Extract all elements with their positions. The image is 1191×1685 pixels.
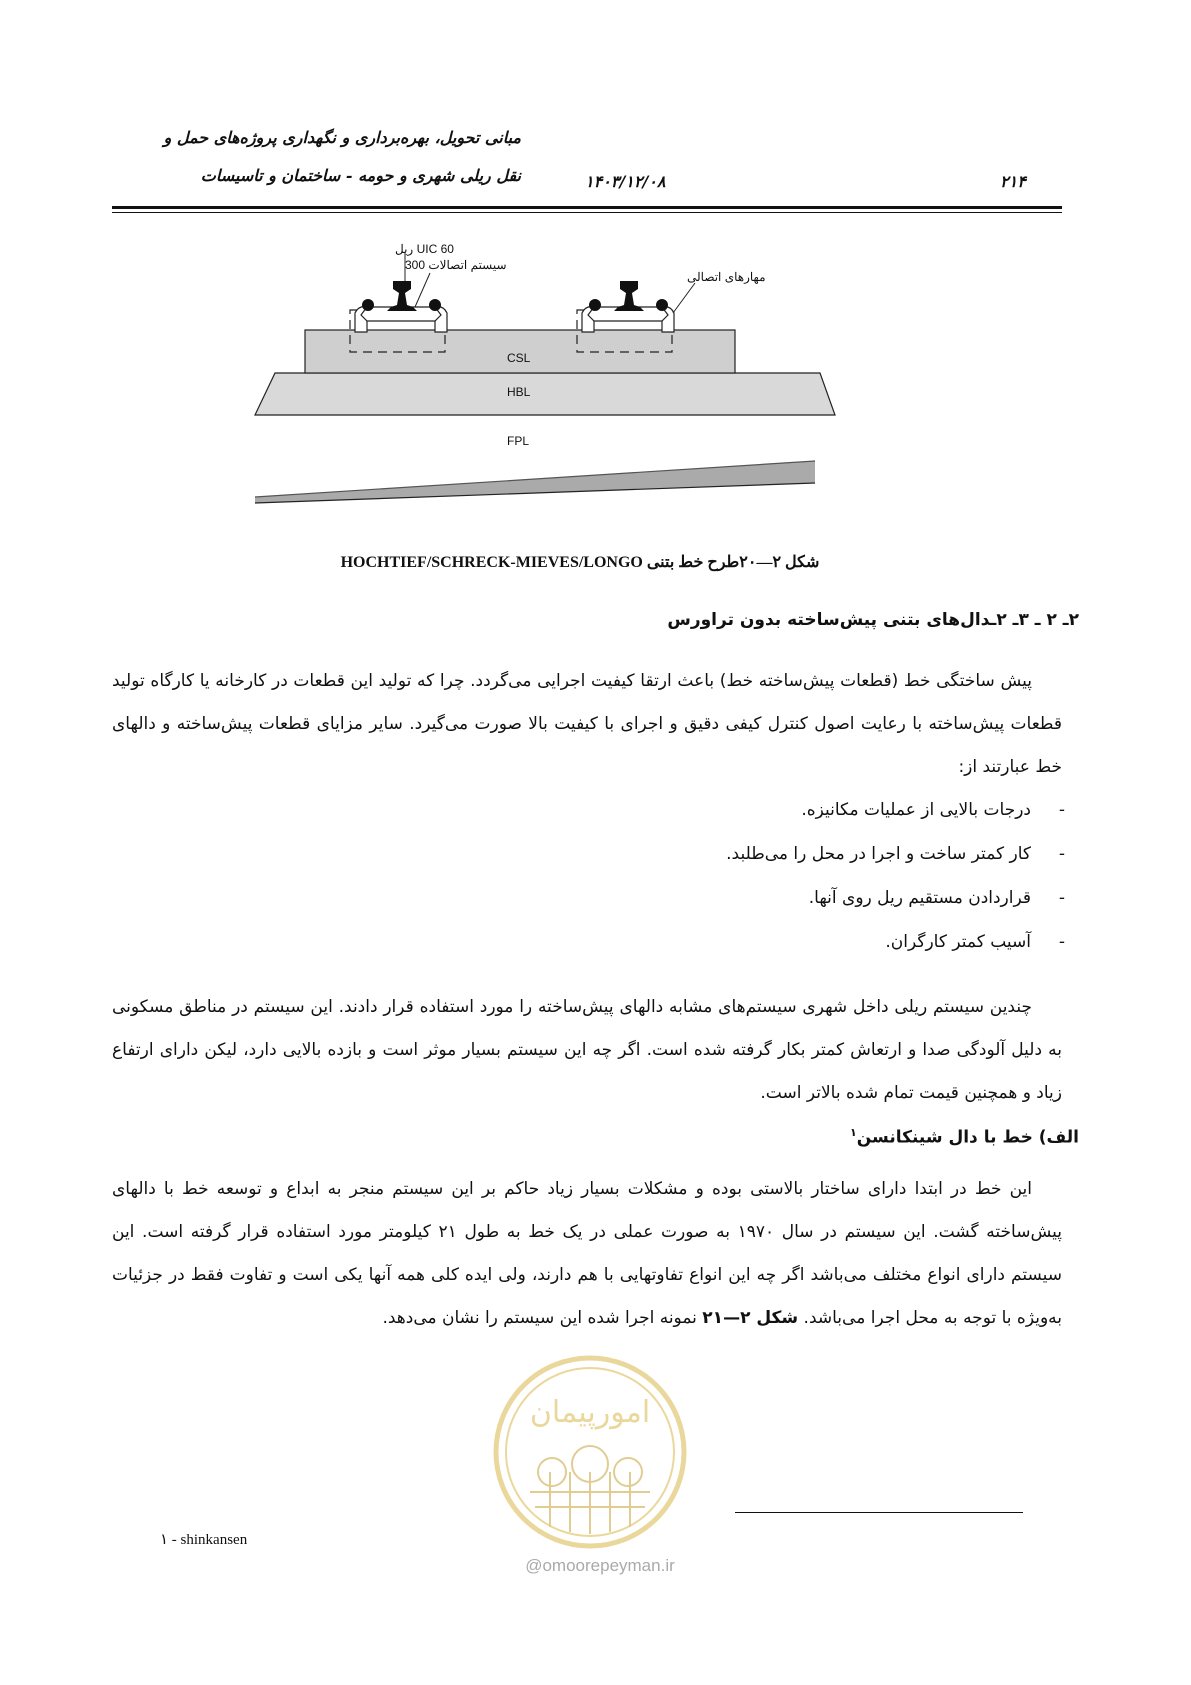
- header-rule-thick: [112, 206, 1062, 209]
- footnote-rule: [735, 1512, 1023, 1513]
- hbl-layer: [255, 373, 835, 415]
- watermark-url: @omoorepeyman.ir: [525, 1556, 675, 1575]
- list-item: - آسیب کمتر کارگران.: [885, 932, 1065, 952]
- subheading-shinkansen: الف) خط با دال شینکانسن$^۱$: [850, 1126, 1079, 1148]
- header-date: ۱۴۰۳/۱۲/۰۸: [585, 172, 666, 191]
- list-item: - درجات بالایی از عملیات مکانیزه.: [801, 800, 1065, 820]
- label-rail: ریل UIC 60: [395, 242, 454, 256]
- section-heading: ۲ـ ۲ ـ ۳ـ ۲ـدال‌های بتنی پیش‌ساخته بدون تراورس: [667, 610, 1079, 630]
- slab-track-figure: [255, 242, 885, 550]
- page-number: ۲۱۴: [1000, 172, 1026, 191]
- list-item: - قراردادن مستقیم ریل روی آنها.: [808, 888, 1065, 908]
- label-fastening: سیستم اتصالات 300: [405, 258, 507, 272]
- footnote: ۱ - shinkansen: [160, 1532, 248, 1548]
- fpl-slope: [255, 461, 815, 503]
- header-title-line2: نقل ریلی شهری و حومه - ساختمان و تاسیسات: [200, 166, 521, 185]
- header-rule-thin: [112, 212, 1062, 213]
- paragraph-1: پیش ساختگی خط (قطعات پیش‌ساخته خط) باعث ارتقا کیفیت اجرایی می‌گردد. چرا که تولید این قطعات در کارخانه یا کارگاه تولید قطعات پیش‌ساخته با رعایت اصول کنترل کیفی دقیق و اجرای با کیفیت بالا صورت می‌گیرد. سایر مزایای قطعات پیش‌ساخته و دالهای خط عبارتند از:: [112, 671, 1062, 777]
- paragraph-3: این خط در ابتدا دارای ساختار بالاستی بوده و مشکلات بسیار زیاد حاکم بر این سیستم منجر به ابداع و توسعه خط با دالهای پیش‌ساخته گشت. این سیستم در سال ۱۹۷۰ به صورت عملی در یک خط به طول ۲۱ کیلومتر مورد استفاده قرار گرفته است. این سیستم دارای انواع مختلف می‌باشد اگر چه این انواع تفاوتهایی با هم دارند، ولی ایده کلی همه آنها یکی است و تفاوت فقط در جزئیات به‌ویژه با توجه به محل اجرا می‌باشد. شکل ۲—۲۱ نمونه اجرا شده این سیستم را نشان می‌دهد.: [112, 1179, 1062, 1328]
- label-fpl: FPL: [507, 434, 530, 448]
- label-csl: CSL: [507, 351, 531, 365]
- header-title-line1: مبانی تحویل، بهره‌برداری و نگهداری پروژه‌های حمل و: [163, 128, 521, 147]
- paragraph-2: چندین سیستم ریلی داخل شهری سیستم‌های مشابه دالهای پیش‌ساخته را مورد استفاده قرار دادند. این سیستم در مناطق مسکونی به دلیل آلودگی صدا و ارتعاش کمتر بکار گرفته شده است. اگر چه این سیستم بسیار موثر است و بازده بالایی دارد، لیکن دارای ارتفاع زیاد و همچنین قیمت تمام شده بالاتر است.: [112, 997, 1062, 1103]
- footnote-marker: ۱: [850, 1126, 857, 1139]
- list-item: - کار کمتر ساخت و اجرا در محل را می‌طلبد.: [726, 844, 1065, 864]
- watermark-text: امورپیمان: [529, 1395, 651, 1430]
- label-anchor: مهارهای اتصالی: [687, 270, 766, 284]
- label-hbl: HBL: [507, 385, 531, 399]
- watermark-seal-icon: [490, 1352, 690, 1552]
- advantages-list: [179, 788, 1079, 964]
- figure-reference[interactable]: شکل ۲—۲۱: [702, 1308, 799, 1328]
- figure-caption: شکل ۲—۲۰طرح خط بتنی HOCHTIEF/SCHRECK-MIEVES/LONGO: [340, 554, 820, 571]
